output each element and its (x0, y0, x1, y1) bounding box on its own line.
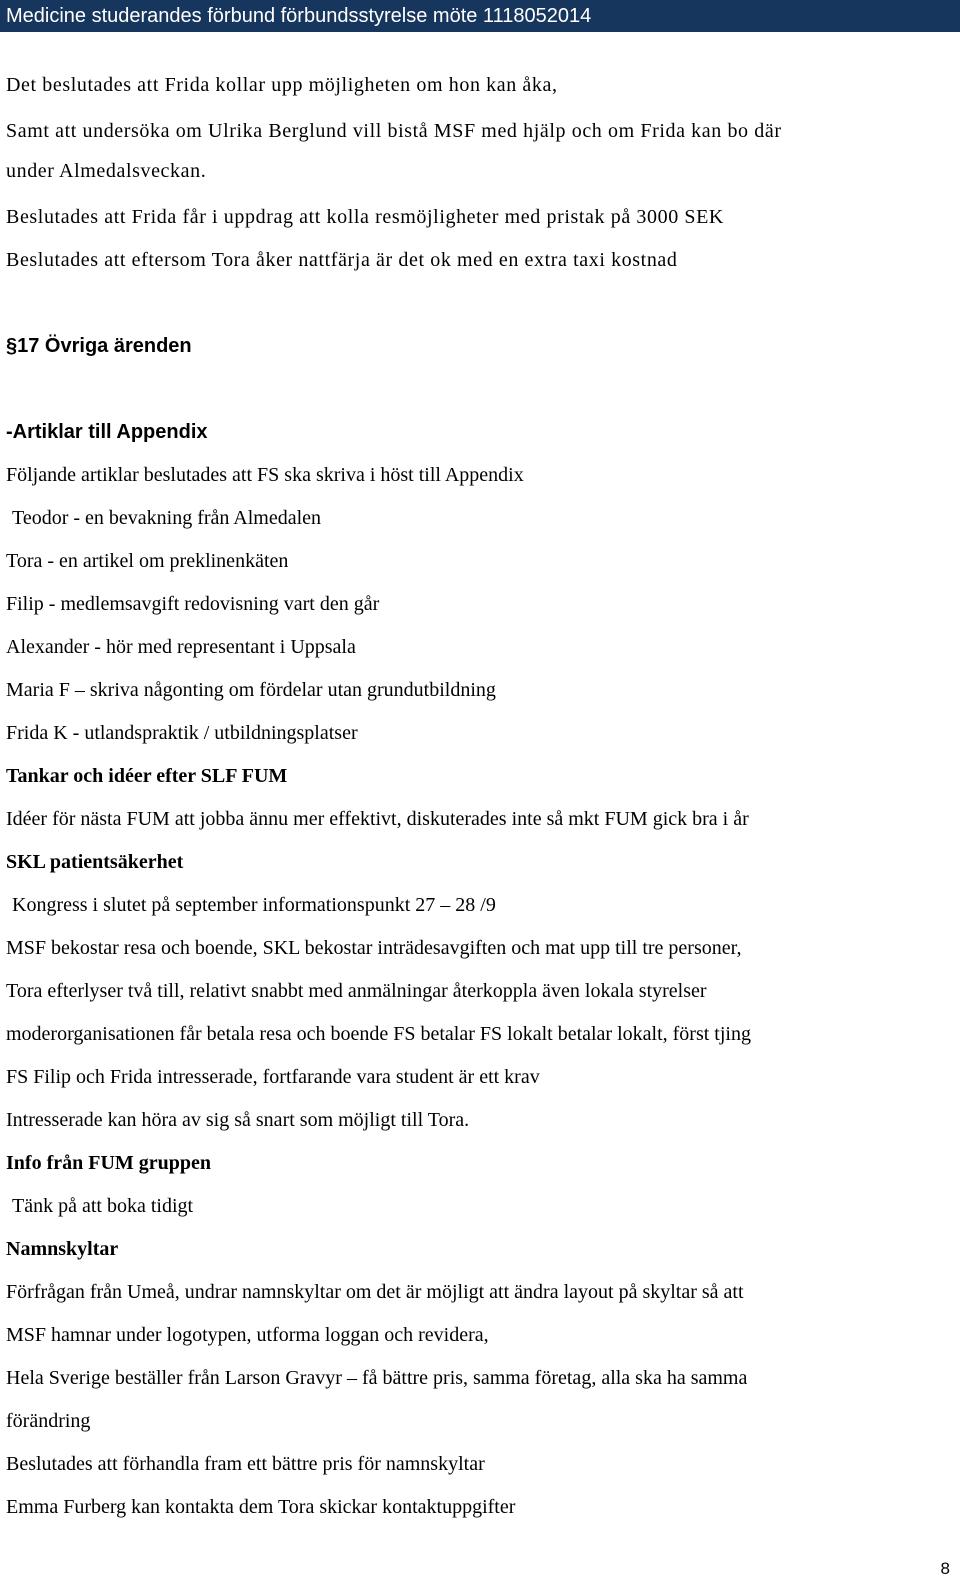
artikel-item: Filip - medlemsavgift redovisning vart den går (6, 593, 380, 615)
namnskyltar-line: Emma Furberg kan kontakta dem Tora skickar kontaktuppgifter (6, 1496, 516, 1518)
intro-line: under Almedalsveckan. (6, 160, 207, 182)
namnskyltar-line: förändring (6, 1410, 91, 1432)
namnskyltar-line: MSF hamnar under logotypen, utforma loggan och revidera, (6, 1324, 489, 1346)
skl-heading: SKL patientsäkerhet (6, 851, 184, 873)
intro-line: Samt att undersöka om Ulrika Berglund vill bistå MSF med hjälp och om Frida kan bo där (6, 120, 782, 142)
skl-line: FS Filip och Frida intresserade, fortfarande vara student är ett krav (6, 1066, 540, 1088)
intro-line: Beslutades att Frida får i uppdrag att kolla resmöjligheter med pristak på 3000 SEK (6, 206, 724, 228)
skl-line: MSF bekostar resa och boende, SKL bekostar inträdesavgiften och mat upp till tre personer, (6, 937, 742, 959)
artikel-item: Teodor - en bevakning från Almedalen (12, 507, 322, 529)
namnskyltar-line: Beslutades att förhandla fram ett bättre pris för namnskyltar (6, 1453, 485, 1475)
artikel-item: Maria F – skriva någonting om fördelar utan grundutbildning (6, 679, 496, 701)
artikel-item: Alexander - hör med representant i Uppsala (6, 636, 356, 658)
artikel-item: Frida K - utlandspraktik / utbildningsplatser (6, 722, 358, 744)
fum-info-text: Tänk på att boka tidigt (12, 1195, 194, 1217)
document-header (0, 0, 960, 32)
intro-line: Beslutades att eftersom Tora åker nattfärja är det ok med en extra taxi kostnad (6, 249, 678, 271)
page-number: 8 (940, 1559, 950, 1578)
namnskyltar-line: Förfrågan från Umeå, undrar namnskyltar om det är möjligt att ändra layout på skyltar så att (6, 1281, 744, 1303)
artiklar-heading: -Artiklar till Appendix (6, 421, 208, 443)
skl-line: Kongress i slutet på september informationspunkt 27 – 28 /9 (12, 894, 496, 916)
tankar-text: Idéer för nästa FUM att jobba ännu mer effektivt, diskuterades inte så mkt FUM gick bra i år (6, 808, 749, 830)
tankar-heading: Tankar och idéer efter SLF FUM (6, 765, 288, 787)
skl-line: Tora efterlyser två till, relativt snabbt med anmälningar återkoppla även lokala styrelser (6, 980, 707, 1002)
artiklar-intro: Följande artiklar beslutades att FS ska skriva i höst till Appendix (6, 464, 524, 486)
intro-line: Det beslutades att Frida kollar upp möjligheten om hon kan åka, (6, 74, 558, 96)
artikel-item: Tora - en artikel om preklinenkäten (6, 550, 289, 572)
namnskyltar-heading: Namnskyltar (6, 1238, 119, 1260)
fum-info-heading: Info från FUM gruppen (6, 1152, 212, 1174)
skl-line: moderorganisationen får betala resa och boende FS betalar FS lokalt betalar lokalt, först tjing (6, 1023, 751, 1045)
section-heading: §17 Övriga ärenden (6, 335, 192, 357)
skl-line: Intresserade kan höra av sig så snart som möjligt till Tora. (6, 1109, 470, 1131)
header-title: Medicine studerandes förbund förbundsstyrelse möte 1118052014 (6, 5, 592, 27)
namnskyltar-line: Hela Sverige beställer från Larson Gravyr – få bättre pris, samma företag, alla ska ha samma (6, 1367, 748, 1389)
